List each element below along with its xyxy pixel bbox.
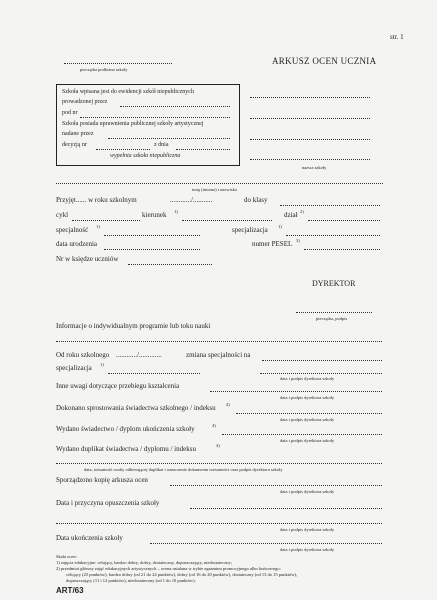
specialization-change-footnote: 1) (100, 362, 104, 367)
copy-made-caption: data i podpis dyrektora szkoły (280, 489, 335, 494)
leave-reason-label: Data i przyczyna opuszczenia szkoły (56, 499, 160, 507)
leave-reason-field-1[interactable] (190, 508, 382, 509)
change-signature-caption: data i podpis dyrektora szkoły (280, 376, 335, 381)
footnote-1: 1) zajęcia edukacyjne: celujący, bardzo dobry, dobry, dostateczny, dopuszczający, niedostateczny; (56, 560, 232, 565)
school-name-line-3[interactable] (250, 139, 370, 140)
footnote-2a: 2) przedmiot główny zajęć edukacyjnych artystycznych – ocena ustalana w trybie egzaminu promocyjnego albo końcowego: (56, 566, 281, 571)
specialization-change-label: specjalizacja (56, 364, 92, 372)
to-class-label: do klasy (244, 196, 268, 204)
leave-reason-field-2[interactable] (56, 523, 382, 524)
specialty-footnote: 1) (96, 224, 100, 229)
cert-issued-field[interactable] (222, 434, 382, 435)
graduation-label: Data ukończenia szkoły (56, 534, 123, 542)
other-notes-caption: data i podpis dyrektora szkoły (280, 395, 335, 400)
specialization-field[interactable] (286, 235, 380, 236)
form-code: ART/63 (56, 586, 84, 595)
cert-issued-label: Wydano świadectwo / dyplom ukończenia szkoły (56, 425, 195, 433)
school-name-line-1[interactable] (250, 97, 370, 98)
cert-issued-footnote: 4) (212, 423, 216, 428)
copy-made-label: Sporządzono kopię arkusza ocen (56, 476, 148, 484)
pesel-footnote: 3) (296, 238, 300, 243)
register-number-value-field[interactable] (128, 264, 212, 265)
cycle-label: cykl (56, 211, 69, 219)
from-year-value: ............/............. (116, 351, 162, 359)
duplicate-issued-label: Wydano duplikat świadectwa / dyplomu / indeksu (56, 445, 196, 453)
director-title: DYREKTOR (312, 279, 356, 288)
school-name-line-4[interactable] (250, 159, 370, 160)
school-name-caption: nazwa szkoły (302, 165, 327, 170)
student-name-caption: imię (imiona) i nazwisko (192, 187, 238, 192)
pesel-label: numer PESEL (252, 240, 293, 248)
specialization-label: specjalizacja (232, 226, 268, 234)
direction-footnote: 1) (174, 209, 178, 214)
cycle-field[interactable] (72, 220, 140, 221)
department-label: dział (284, 211, 298, 219)
direction-field[interactable] (182, 220, 272, 221)
graduation-caption: data i podpis dyrektora szkoły (280, 547, 335, 552)
box-line3: pod nr (62, 110, 78, 116)
admitted-year: ............/........... (170, 196, 213, 204)
copy-made-field[interactable] (170, 485, 382, 486)
class-field[interactable] (280, 205, 380, 206)
box-line1: Szkoła wpisana jest do ewidencji szkół niepublicznych (62, 89, 194, 95)
individual-program-field[interactable] (56, 341, 382, 342)
school-name-line-2[interactable] (250, 118, 370, 119)
register-number-label: Nr w księdze uczniów (56, 255, 119, 263)
birth-date-label: data urodzenia (56, 240, 98, 248)
director-signature-caption: pieczątka, podpis (316, 316, 348, 321)
leave-reason-caption: data i podpis dyrektora szkoły (280, 527, 335, 532)
box-line5: nadane przez (62, 131, 94, 137)
duplicate-issued-footnote: 4) (216, 443, 220, 448)
footnotes-heading: Skala ocen: (56, 554, 77, 559)
change-specialty-field[interactable] (262, 360, 382, 361)
individual-program-label: Informacje o indywidualnym programie lub toku nauki (56, 322, 211, 330)
specialization-footnote: 1) (278, 224, 282, 229)
box-line4: Szkoła posiada uprawnienia publicznej szkoły artystycznej (62, 121, 204, 127)
footnote-2b: celujący (25 punktów), bardzo dobry (od 21 do 24 punktów), dobry (od 16 do 20 punktów), dostateczny (od 13 do 15 punktów), (66, 572, 298, 577)
admitted-label: Przyjęt...... w roku szkolnym (56, 196, 137, 204)
correction-field[interactable] (236, 413, 382, 414)
decision-date-field[interactable] (176, 149, 230, 150)
pesel-field[interactable] (304, 249, 380, 250)
box-line2: prowadzonej przez (62, 99, 108, 105)
department-footnote: 2) (300, 209, 304, 214)
graduation-field[interactable] (150, 543, 382, 544)
registered-by-field[interactable] (120, 106, 230, 107)
school-stamp-caption: pieczątka podłużna szkoły (80, 67, 128, 72)
change-specialty-label: zmiana specjalności na (186, 351, 251, 359)
school-stamp-field[interactable] (64, 63, 172, 64)
other-notes-field[interactable] (210, 391, 382, 392)
duplicate-caption: data, tożsamość osoby odbierającej duplikat i oznaczenie dokumentu tożsamości oraz podpis dyrektora szkoły (84, 467, 283, 472)
director-signature-field[interactable] (296, 312, 372, 313)
box-note: wypełnia szkoła niepubliczna (110, 153, 181, 159)
specialty-field[interactable] (104, 235, 200, 236)
box-line6-b: z dnia (154, 142, 169, 148)
page-number: str. 1 (390, 33, 404, 41)
specialization-change-field[interactable] (108, 373, 200, 374)
decision-number-field[interactable] (96, 149, 150, 150)
granted-by-field[interactable] (108, 138, 230, 139)
direction-label: kierunek (142, 211, 167, 219)
footnote-2c: dopuszczający (11 i 12 punktów), niedostateczny (od 1 do 10 punktów). (66, 578, 196, 583)
box-line6-a: decyzją nr (62, 142, 87, 148)
form-title: ARKUSZ OCEN UCZNIA (272, 56, 377, 66)
other-notes-label: Inne uwagi dotyczące przebiegu kształcenia (56, 382, 180, 390)
correction-caption: data i podpis dyrektora szkoły (280, 417, 335, 422)
student-name-field[interactable] (56, 183, 383, 184)
change-signature-field[interactable] (260, 373, 382, 374)
correction-footnote: 4) (226, 402, 230, 407)
correction-label: Dokonano sprostowania świadectwa szkolnego / indeksu (56, 404, 216, 412)
specialty-label: specjalność (56, 226, 89, 234)
department-field[interactable] (308, 220, 380, 221)
cert-issued-caption: data i podpis dyrektora szkoły (280, 438, 335, 443)
register-number-field[interactable] (80, 117, 230, 118)
birth-date-field[interactable] (104, 249, 200, 250)
duplicate-issued-field[interactable] (56, 463, 382, 464)
from-year-label: Od roku szkolnego (56, 351, 110, 359)
